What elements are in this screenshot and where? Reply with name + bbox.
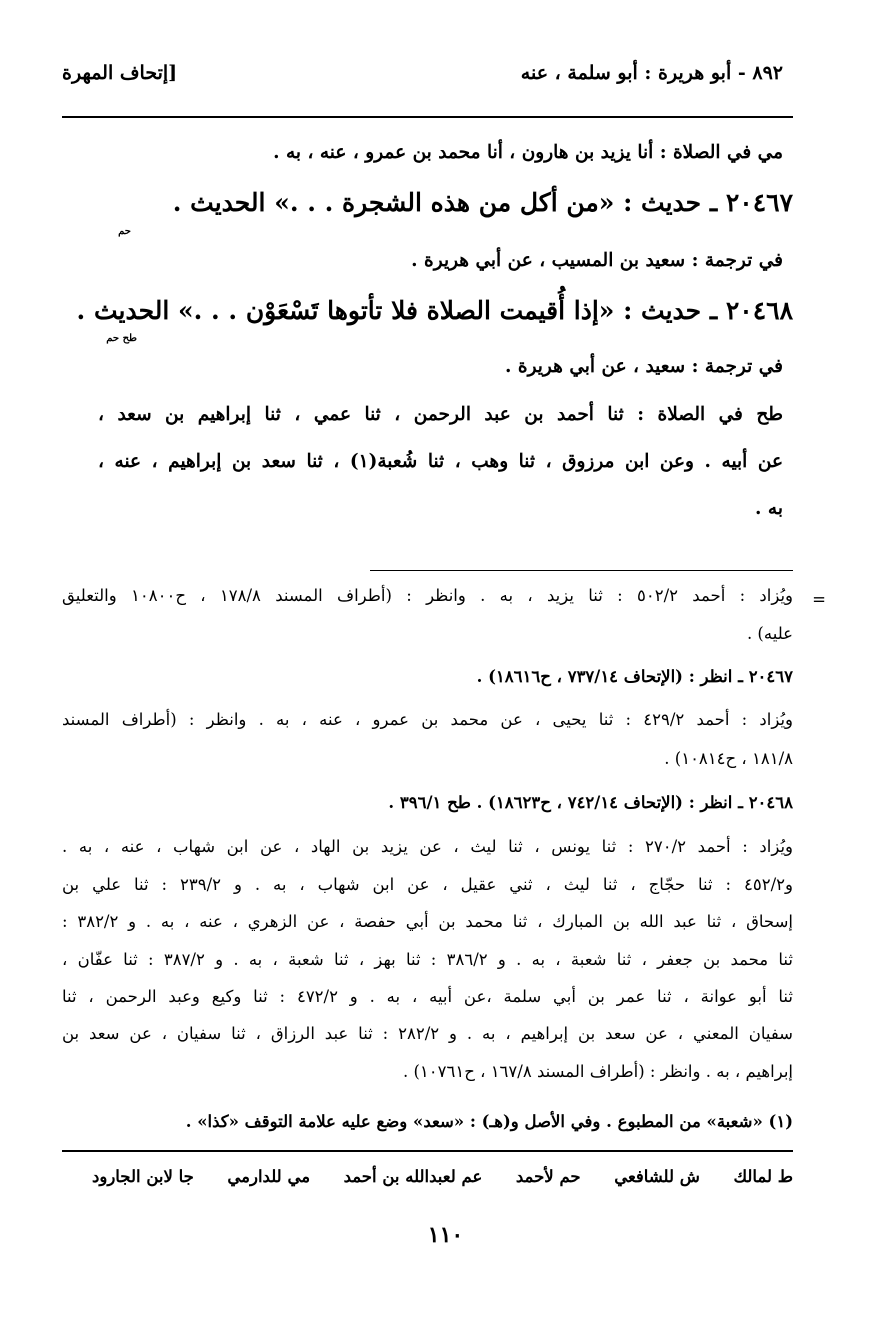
continuation-mark: = <box>812 590 826 609</box>
legend-item-ahmad: حم لأحمد <box>515 1167 581 1186</box>
footnote-line-8: و٤٥٢/٢ : ثنا حجّاج ، ثنا ليث ، ثني عقيل ، عن ابن شهاب ، به . و ٢٣٩/٢ : ثنا علي بن <box>62 875 793 894</box>
footnote-line-4: ويُزاد : أحمد ٤٢٩/٢ : ثنا يحيى ، عن محمد بن عمرو ، عنه ، به . وانظر : (أطراف المسند <box>62 710 794 729</box>
footnote-line-1: ويُزاد : أحمد ٥٠٢/٢ : ثنا يزيد ، به . وانظر : (أطراف المسند ١٧٨/٨ ، ح١٠٨٠٠ والتعليق <box>62 586 794 605</box>
footnote-line-5: ١٨١/٨ ، ح١٠٨١٤) . <box>664 749 793 768</box>
tahawi-line-2: عن أبيه . وعن ابن مرزوق ، ثنا وهب ، ثنا شُعبة(١) ، ثنا سعد بن إبراهيم ، عنه ، <box>98 451 783 472</box>
hadith-20467-heading: ٢٠٤٦٧ ـ حديث : «من أكل من هذه الشجرة . . .» الحديث . <box>172 188 793 217</box>
hadith-20468-tarjama: في ترجمة : سعيد ، عن أبي هريرة . <box>505 356 783 377</box>
body-line-darimi: مي في الصلاة : أنا يزيد بن هارون ، أنا محمد بن عمرو ، عنه ، به . <box>273 142 783 163</box>
footnote-20468: ٢٠٤٦٨ ـ انظر : (الإتحاف ٧٤٢/١٤ ، ح١٨٦٢٣) . طح ٣٩٦/١ . <box>388 793 793 812</box>
footnote-separator <box>370 570 793 571</box>
footnote-line-2: عليه) . <box>746 624 793 643</box>
tahawi-line-1: طح في الصلاة : ثنا أحمد بن عبد الرحمن ، ثنا عمي ، ثنا إبراهيم بن سعد ، <box>98 404 783 425</box>
tahawi-line-3: به . <box>755 498 783 519</box>
header-rule <box>62 116 793 118</box>
footnote-line-13: إبراهيم ، به . وانظر : (أطراف المسند ١٦٧/٨ ، ح١٠٧٦١) . <box>402 1062 793 1081</box>
running-header-book: [إتحاف المهرة <box>62 62 178 84</box>
hadith-20467-sigla: حم <box>118 226 131 237</box>
legend-item-darimi: مي للدارمي <box>227 1167 311 1186</box>
footnote-line-7: ويُزاد : أحمد ٢٧٠/٢ : ثنا يونس ، ثنا ليث ، عن يزيد بن الهاد ، عن ابن شهاب ، عنه ، به . <box>62 837 794 856</box>
hadith-20468-sigla: طح حم <box>106 333 137 344</box>
legend-item-ibn-jarud: جا لابن الجارود <box>92 1167 194 1186</box>
running-header-title: ٨٩٢ - أبو هريرة : أبو سلمة ، عنه <box>520 62 783 84</box>
sigla-legend <box>92 1167 793 1186</box>
legend-rule <box>62 1150 793 1152</box>
page-number: ١١٠ <box>427 1222 464 1248</box>
footnote-1: (١) «شعبة» من المطبوع . وفي الأصل و(هـ) : «سعد» وضع عليه علامة التوقف «كذا» . <box>185 1112 793 1131</box>
legend-item-malik: ط لمالك <box>733 1167 793 1186</box>
hadith-20467-tarjama: في ترجمة : سعيد بن المسيب ، عن أبي هريرة . <box>411 250 783 271</box>
legend-item-shafii: ش للشافعي <box>614 1167 700 1186</box>
hadith-20468-heading: ٢٠٤٦٨ ـ حديث : «إذا أُقيمت الصلاة فلا تأتوها تَسْعَوْن . . .» الحديث . <box>76 296 793 325</box>
footnote-line-9: إسحاق ، ثنا عبد الله بن المبارك ، ثنا محمد بن أبي حفصة ، عن الزهري ، عنه ، به . و ٣٨٢/٢ : <box>62 912 793 931</box>
legend-item-abdullah: عم لعبدالله بن أحمد <box>343 1167 483 1186</box>
footnote-line-10: ثنا محمد بن جعفر ، ثنا شعبة ، به . و ٣٨٦/٢ : ثنا بهز ، ثنا شعبة ، به . و ٣٨٧/٢ : ثنا عفّان ، <box>62 950 793 969</box>
footnote-20467: ٢٠٤٦٧ ـ انظر : (الإتحاف ٧٣٧/١٤ ، ح١٨٦١٦) . <box>476 667 793 686</box>
footnote-line-11: ثنا أبو عوانة ، ثنا عمر بن أبي سلمة ،عن أبيه ، به . و ٤٧٢/٢ : ثنا وكيع وعبد الرحمن ، ثنا <box>62 987 793 1006</box>
footnote-line-12: سفيان المعني ، عن سعد بن إبراهيم ، به . و ٢٨٢/٢ : ثنا عبد الرزاق ، ثنا سفيان ، عن سعد بن <box>62 1024 793 1043</box>
